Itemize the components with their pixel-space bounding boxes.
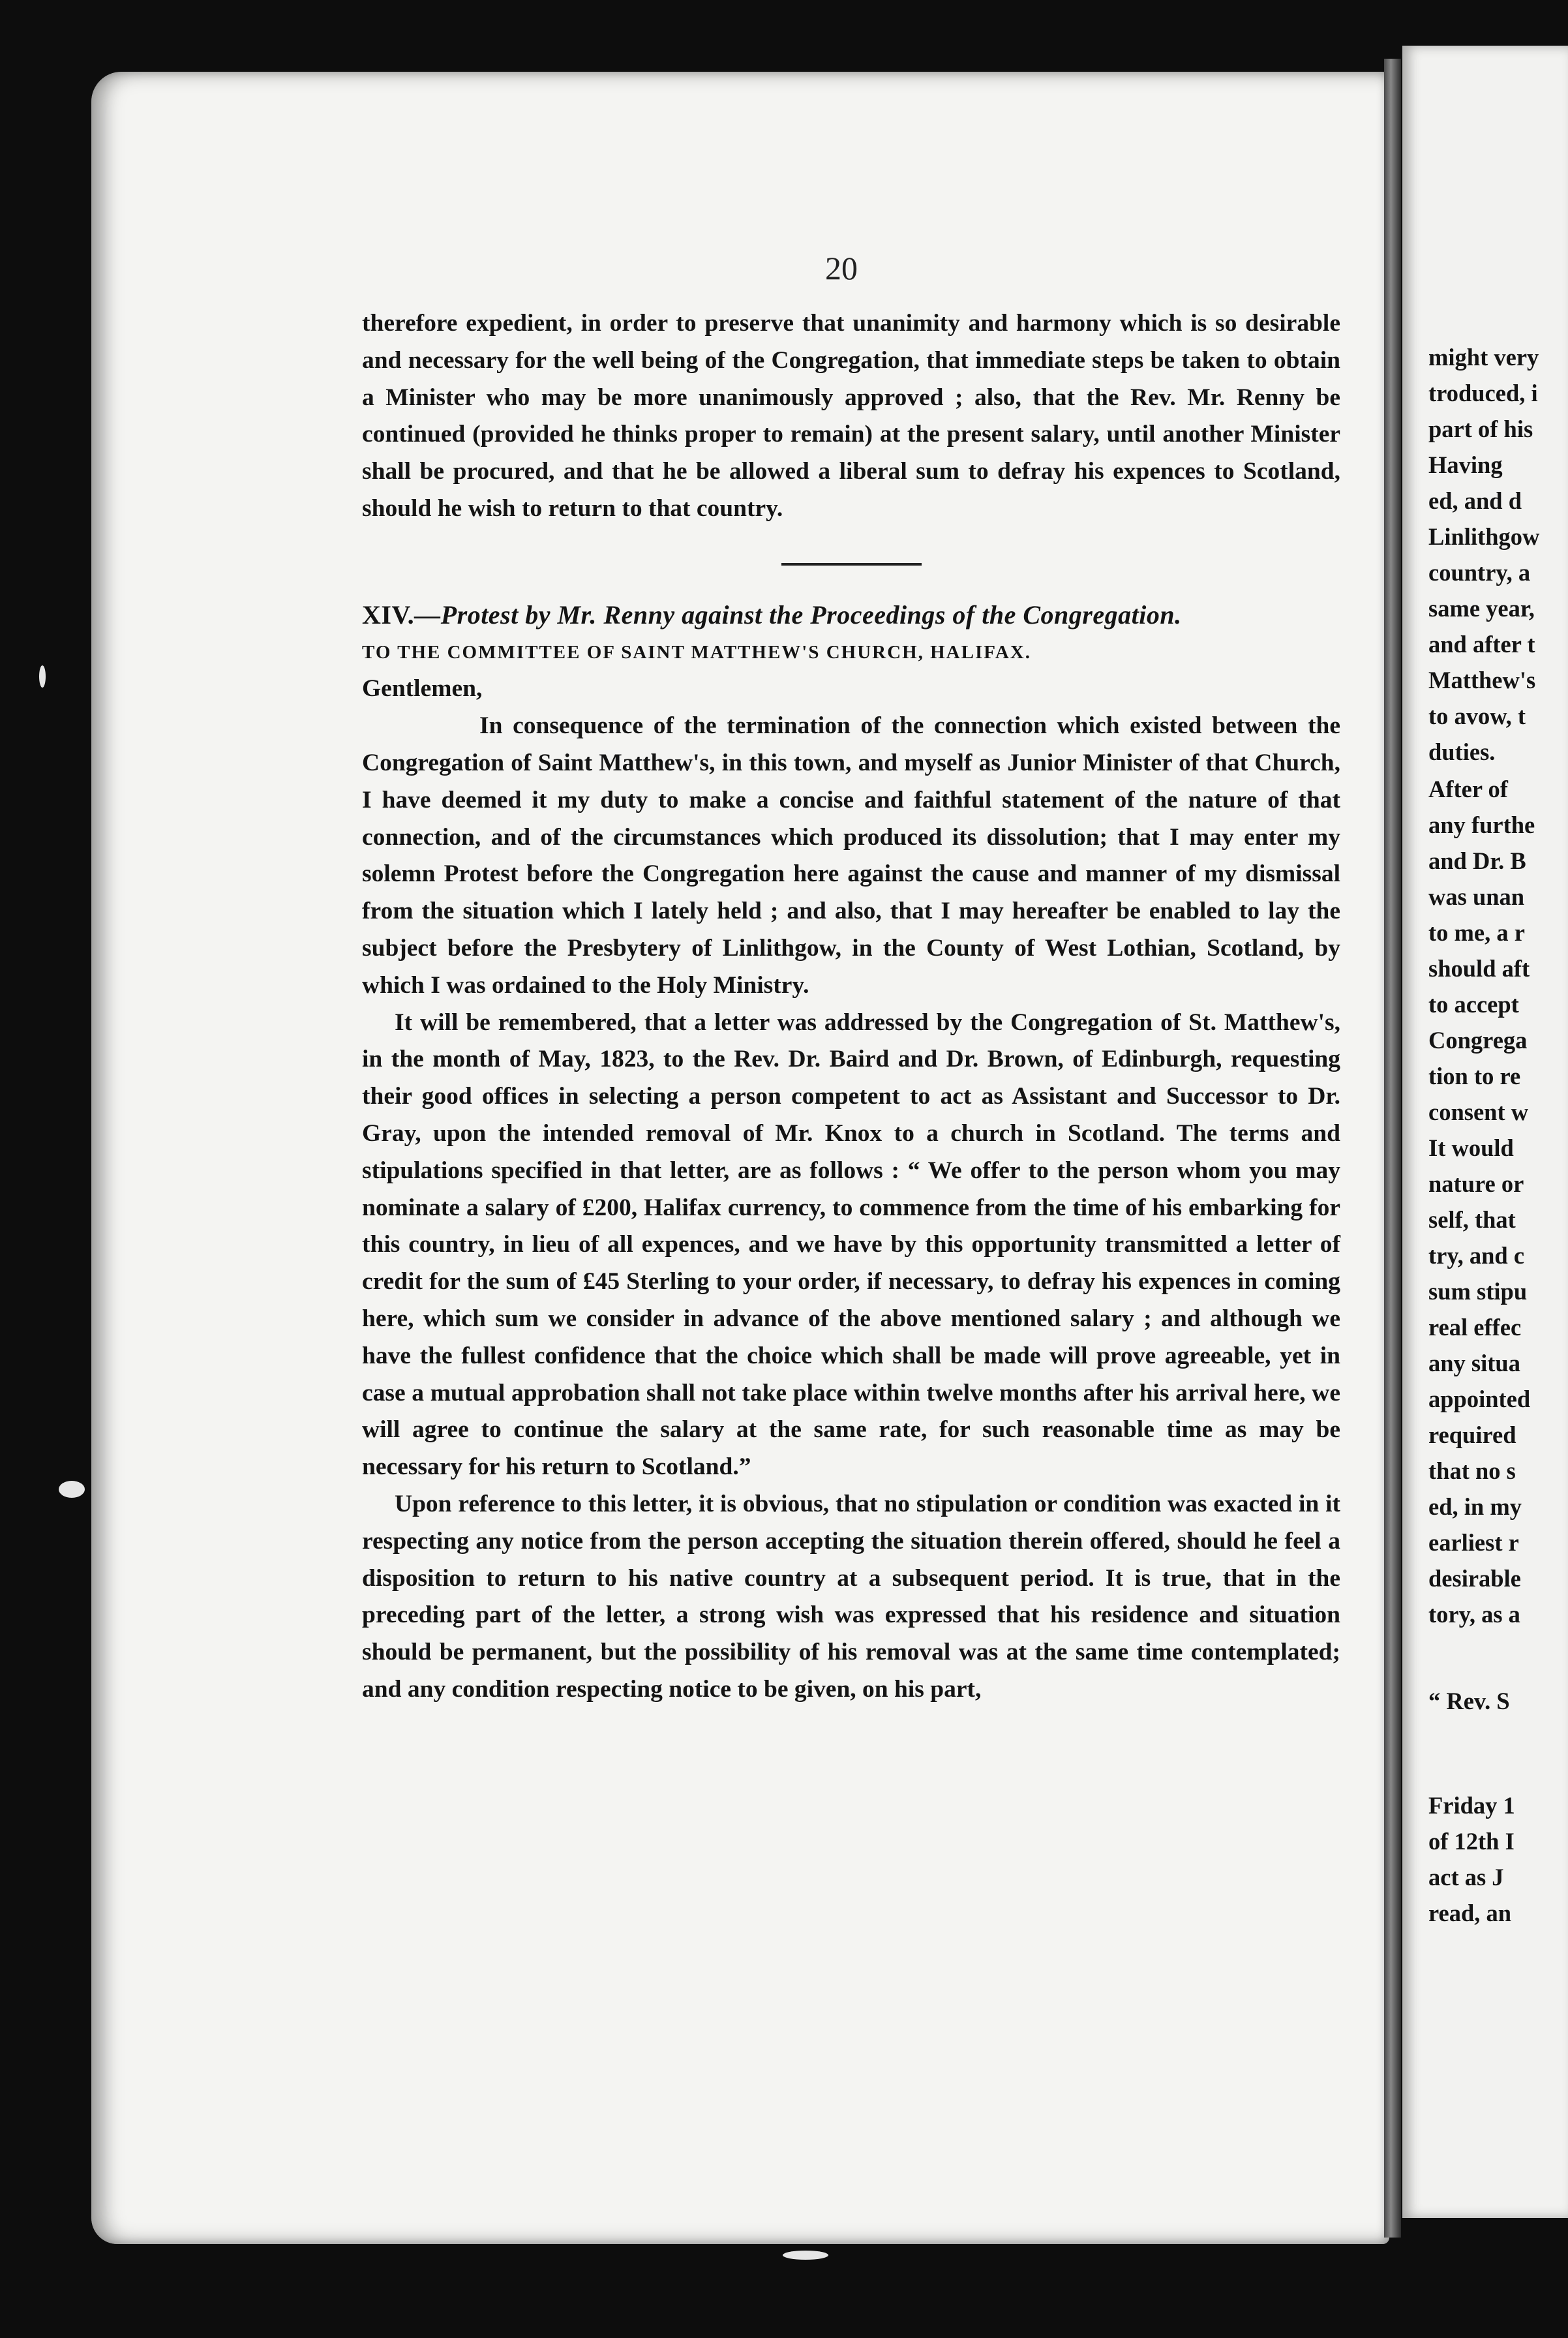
right-line: Having bbox=[1428, 451, 1503, 478]
right-line: part of his bbox=[1428, 416, 1533, 442]
right-line: troduced, i bbox=[1428, 380, 1538, 406]
right-line: required bbox=[1428, 1421, 1516, 1448]
right-line: that no s bbox=[1428, 1457, 1516, 1484]
right-line: should aft bbox=[1428, 955, 1530, 982]
right-line: and after t bbox=[1428, 631, 1535, 658]
right-line: act as J bbox=[1428, 1864, 1504, 1890]
letter-salutation: Gentlemen, bbox=[362, 675, 483, 703]
right-line: desirable bbox=[1428, 1565, 1521, 1592]
right-line: nature or bbox=[1428, 1170, 1524, 1197]
right-line: ed, in my bbox=[1428, 1493, 1522, 1520]
scan-speck bbox=[39, 665, 46, 688]
right-line: any situa bbox=[1428, 1350, 1520, 1376]
right-line: appointed bbox=[1428, 1386, 1531, 1412]
right-line: might very bbox=[1428, 344, 1539, 371]
right-line: earliest r bbox=[1428, 1529, 1519, 1556]
right-line: was unan bbox=[1428, 883, 1525, 910]
right-line: any furthe bbox=[1428, 812, 1535, 838]
right-line: of 12th I bbox=[1428, 1828, 1515, 1855]
right-line: ed, and d bbox=[1428, 487, 1522, 514]
right-line: self, that bbox=[1428, 1206, 1516, 1233]
right-line: Congrega bbox=[1428, 1027, 1528, 1054]
section-heading bbox=[362, 597, 1340, 634]
scan-speck bbox=[59, 1481, 85, 1498]
main-text-column bbox=[362, 305, 1340, 1708]
right-line: Linlithgow bbox=[1428, 523, 1540, 550]
right-line: Matthew's bbox=[1428, 667, 1536, 693]
right-line: Friday 1 bbox=[1428, 1792, 1515, 1819]
right-line: to avow, t bbox=[1428, 703, 1526, 729]
right-line: tory, as a bbox=[1428, 1601, 1520, 1628]
right-line: tion to re bbox=[1428, 1063, 1521, 1089]
right-line: After of bbox=[1428, 776, 1508, 802]
right-page-fragment bbox=[1402, 46, 1568, 2218]
paragraph-protest-opening: In consequence of the termination of the connection which existed between the Congregation of Saint Matthew's, in this town, and myself as Junior Minister of that Church, I have deemed it my duty to make a concise and faithful statement of the nature of that connection, and of the circumstances which produced its dissolution; that I may enter my solemn Protest before the Congregation here against the cause and manner of my dismissal from the situation which I lately held ; and also, that I may hereafter be enabled to lay the subject before the Presbytery of Linlithgow, in the County of West Lothian, Scotland, by which I was ordained to the Holy Ministry. bbox=[362, 712, 1340, 999]
paragraph-letter-reference: It will be remembered, that a letter was addressed by the Congregation of St. Matthew's, in the month of May, 1823, to the Rev. Dr. Baird and Dr. Brown, of Edinburgh, requesting their good offices in selecting a person competent to act as Assistant and Successor to Dr. Gray, upon the intended removal of Mr. Knox to a church in Scotland. The terms and stipulations specified in that letter, are as follows : “ We offer to the person whom you may nominate a salary of £200, Halifax currency, to commence from the time of his embarking for this country, in lieu of all expences, and we have by this opportunity transmitted a letter of credit for the sum of £45 Sterling to your order, if necessary, to defray his expences in coming here, which sum we consider in advance of the above mentioned salary ; and although we have the fullest confidence that the choice which shall be made will prove agreeable, yet in case a mutual approbation shall not take place within twelve months after his arrival here, we will agree to continue the salary at the same rate, for such reasonable time as may be necessary for his return to Scotland.” bbox=[362, 1009, 1340, 1481]
right-line: real effec bbox=[1428, 1314, 1522, 1341]
section-divider bbox=[781, 563, 922, 566]
right-line: country, a bbox=[1428, 559, 1531, 586]
book-gutter bbox=[1384, 59, 1401, 2238]
right-line: and Dr. B bbox=[1428, 847, 1526, 874]
section-number: XIV. bbox=[362, 600, 415, 630]
scan-speck bbox=[783, 2251, 828, 2260]
right-line: to me, a r bbox=[1428, 919, 1525, 946]
right-line: consent w bbox=[1428, 1099, 1529, 1125]
letter-address: TO THE COMMITTEE OF SAINT MATTHEW'S CHURCH, HALIFAX. bbox=[362, 641, 1031, 663]
right-line: duties. bbox=[1428, 738, 1496, 765]
paragraph-no-stipulation: Upon reference to this letter, it is obvious, that no stipulation or condition was exacted in it respecting any notice from the person accepting the situation therein offered, should he feel a disposition to return to his native country at a subsequent period. It is true, that in the preceding part of the letter, a strong wish was expressed that his residence and situation should be permanent, but the possibility of his removal was at the same time contemplated; and any condition respecting notice to be given, on his part, bbox=[362, 1490, 1340, 1703]
right-line: read, an bbox=[1428, 1900, 1512, 1926]
section-title: —Protest by Mr. Renny against the Proceedings of the Congregation. bbox=[414, 600, 1182, 630]
right-line: “ Rev. S bbox=[1428, 1688, 1510, 1714]
right-line: same year, bbox=[1428, 595, 1535, 622]
paragraph-continuation: therefore expedient, in order to preserve that unanimity and harmony which is so desirable and necessary for the well being of the Congregation, that immediate steps be taken to obtain a Minister who may be more unanimously approved ; also, that the Rev. Mr. Renny be continued (provided he thinks proper to remain) at the present salary, until another Minister shall be procured, and that he be allowed a liberal sum to defray his expences to Scotland, should he wish to return to that country. bbox=[362, 310, 1340, 522]
right-line: sum stipu bbox=[1428, 1278, 1528, 1305]
right-line: try, and c bbox=[1428, 1242, 1525, 1269]
right-line: to accept bbox=[1428, 991, 1519, 1018]
right-line: It would bbox=[1428, 1134, 1514, 1161]
page-number: 20 bbox=[825, 250, 858, 286]
